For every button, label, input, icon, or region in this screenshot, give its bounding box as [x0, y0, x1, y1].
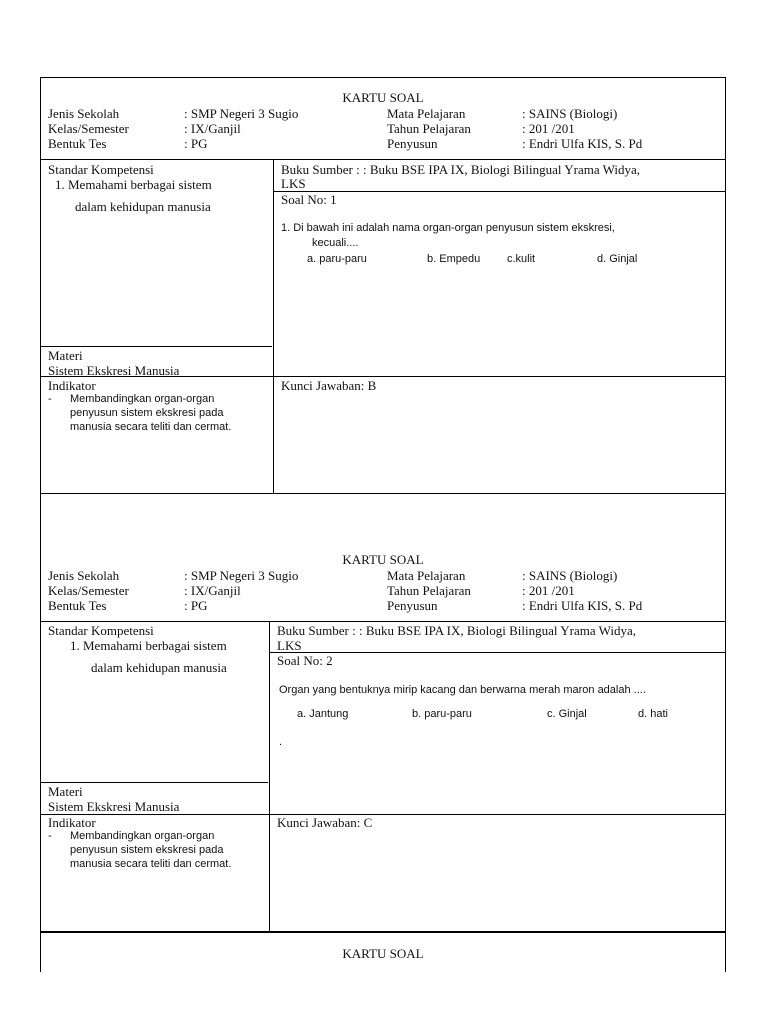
- value-mata-pelajaran: : SAINS (Biologi): [522, 106, 618, 121]
- label-kelas-semester: Kelas/Semester: [48, 121, 129, 136]
- indikator-line: manusia secara teliti dan cermat.: [70, 421, 232, 433]
- option-a: a. paru-paru: [307, 253, 367, 265]
- kartu-soal-card-1: [40, 77, 726, 494]
- indikator-line: penyusun sistem ekskresi pada: [70, 844, 224, 856]
- question-text: Organ yang bentuknya mirip kacang dan berwarna merah maron adalah ....: [279, 684, 646, 696]
- materi-label: Materi: [48, 348, 83, 363]
- stray-dot: .: [279, 736, 283, 748]
- label-jenis-sekolah: Jenis Sekolah: [48, 568, 120, 583]
- materi-label: Materi: [48, 784, 83, 799]
- kartu-soal-card-2: [40, 494, 726, 932]
- divider: [41, 814, 725, 815]
- value-penyusun: : Endri Ulfa KIS, S. Pd: [522, 136, 643, 151]
- buku-sumber: Buku Sumber : : Buku BSE IPA IX, Biologi Bilingual Yrama Widya,: [281, 162, 641, 177]
- divider: [273, 159, 274, 494]
- divider: [273, 191, 725, 192]
- indikator-bullet: -: [48, 393, 52, 405]
- label-bentuk-tes: Bentuk Tes: [48, 598, 107, 613]
- divider: [41, 782, 268, 783]
- label-penyusun: Penyusun: [387, 598, 438, 613]
- value-penyusun: : Endri Ulfa KIS, S. Pd: [522, 598, 643, 613]
- standar-kompetensi-item-cont: dalam kehidupan manusia: [75, 199, 211, 214]
- indikator-line: manusia secara teliti dan cermat.: [70, 858, 232, 870]
- buku-sumber-cont: LKS: [277, 638, 302, 653]
- label-jenis-sekolah: Jenis Sekolah: [48, 106, 120, 121]
- indikator-label: Indikator: [48, 378, 96, 393]
- value-tahun-pelajaran: : 201 /201: [522, 121, 575, 136]
- standar-kompetensi-label: Standar Kompetensi: [48, 623, 154, 638]
- materi-value: Sistem Ekskresi Manusia: [48, 799, 180, 814]
- card-title: KARTU SOAL: [342, 552, 424, 567]
- buku-sumber: Buku Sumber : : Buku BSE IPA IX, Biologi Bilingual Yrama Widya,: [277, 623, 637, 638]
- indikator-bullet: -: [48, 830, 52, 842]
- label-bentuk-tes: Bentuk Tes: [48, 136, 107, 151]
- buku-sumber-cont: LKS: [281, 176, 306, 191]
- question-text: 1. Di bawah ini adalah nama organ-organ penyusun sistem ekskresi,: [281, 222, 615, 234]
- soal-number: Soal No: 1: [281, 192, 337, 207]
- option-c: c.kulit: [507, 253, 536, 265]
- label-penyusun: Penyusun: [387, 136, 438, 151]
- value-kelas-semester: : IX/Ganjil: [184, 121, 241, 136]
- label-kelas-semester: Kelas/Semester: [48, 583, 129, 598]
- option-a: a. Jantung: [297, 708, 349, 720]
- standar-kompetensi-item: 1. Memahami berbagai sistem: [55, 177, 212, 192]
- standar-kompetensi-label: Standar Kompetensi: [48, 162, 154, 177]
- option-b: b. paru-paru: [412, 708, 472, 720]
- label-tahun-pelajaran: Tahun Pelajaran: [387, 583, 471, 598]
- divider: [41, 346, 272, 347]
- kartu-soal-card-3: [40, 932, 726, 972]
- label-tahun-pelajaran: Tahun Pelajaran: [387, 121, 471, 136]
- label-mata-pelajaran: Mata Pelajaran: [387, 568, 466, 583]
- standar-kompetensi-item-cont: dalam kehidupan manusia: [91, 660, 227, 675]
- divider: [41, 159, 725, 160]
- option-b: b. Empedu: [427, 253, 481, 265]
- value-bentuk-tes: : PG: [184, 136, 208, 151]
- kunci-jawaban: Kunci Jawaban: C: [277, 815, 373, 830]
- value-jenis-sekolah: : SMP Negeri 3 Sugio: [184, 568, 299, 583]
- soal-number: Soal No: 2: [277, 653, 333, 668]
- value-kelas-semester: : IX/Ganjil: [184, 583, 241, 598]
- standar-kompetensi-item: 1. Memahami berbagai sistem: [70, 638, 227, 653]
- option-d: d. hati: [638, 708, 668, 720]
- indikator-label: Indikator: [48, 815, 96, 830]
- option-d: d. Ginjal: [597, 253, 638, 265]
- option-c: c. Ginjal: [547, 708, 587, 720]
- divider: [269, 621, 270, 931]
- divider: [41, 621, 725, 622]
- kunci-jawaban: Kunci Jawaban: B: [281, 378, 377, 393]
- divider: [269, 652, 725, 653]
- indikator-line: penyusun sistem ekskresi pada: [70, 407, 224, 419]
- value-jenis-sekolah: : SMP Negeri 3 Sugio: [184, 106, 299, 121]
- materi-value: Sistem Ekskresi Manusia: [48, 363, 180, 378]
- indikator-line: Membandingkan organ-organ: [70, 393, 215, 405]
- value-mata-pelajaran: : SAINS (Biologi): [522, 568, 618, 583]
- indikator-line: Membandingkan organ-organ: [70, 830, 215, 842]
- value-tahun-pelajaran: : 201 /201: [522, 583, 575, 598]
- card-title: KARTU SOAL: [342, 90, 424, 105]
- question-text-cont: kecuali....: [312, 237, 359, 249]
- label-mata-pelajaran: Mata Pelajaran: [387, 106, 466, 121]
- card-title: KARTU SOAL: [342, 946, 424, 961]
- value-bentuk-tes: : PG: [184, 598, 208, 613]
